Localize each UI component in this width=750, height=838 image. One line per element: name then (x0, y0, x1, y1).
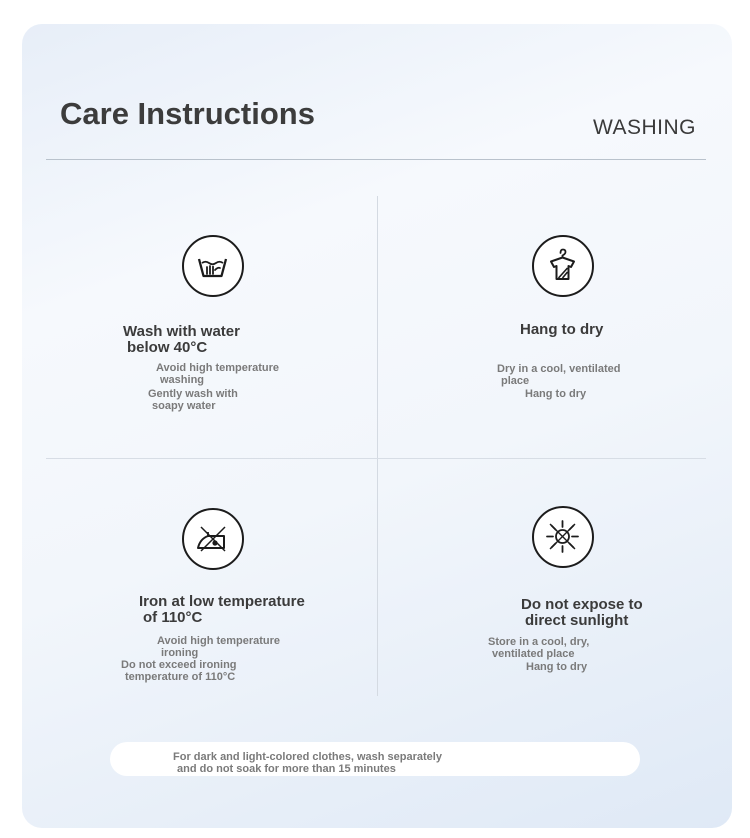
hang-heading: Hang to dry (520, 321, 604, 338)
footer-note: For dark and light-colored clothes, wash separately and do not soak for more than 15 minutes (173, 751, 442, 775)
section-label: WASHING (592, 116, 696, 139)
grid-horizontal-divider (46, 458, 706, 459)
no-sunlight-icon (532, 506, 594, 568)
page-title: Care Instructions (60, 96, 315, 131)
sunlight-note-store: Store in a cool, dry, ventilated place (488, 636, 590, 660)
wash-note-temperature: Avoid high temperature washing (156, 362, 280, 386)
hang-dry-icon (532, 235, 594, 297)
hang-note-ventilated: Dry in a cool, ventilated place (497, 363, 621, 387)
wash-40-icon (182, 235, 244, 297)
hang-note-dry: Hang to dry (525, 388, 587, 400)
iron-low-icon (182, 508, 244, 570)
sunlight-heading: Do not expose to direct sunlight (521, 596, 643, 629)
iron-note-temperature: Avoid high temperature ironing (157, 635, 281, 659)
wash-heading: Wash with water below 40°C (123, 323, 240, 356)
wash-note-soapy: Gently wash with soapy water (148, 388, 238, 412)
header-divider (46, 159, 706, 160)
iron-note-limit: Do not exceed ironing temperature of 110°C (121, 659, 237, 683)
sunlight-note-dry: Hang to dry (526, 661, 588, 673)
iron-heading: Iron at low temperature of 110°C (139, 593, 305, 626)
grid-vertical-divider (377, 196, 378, 696)
